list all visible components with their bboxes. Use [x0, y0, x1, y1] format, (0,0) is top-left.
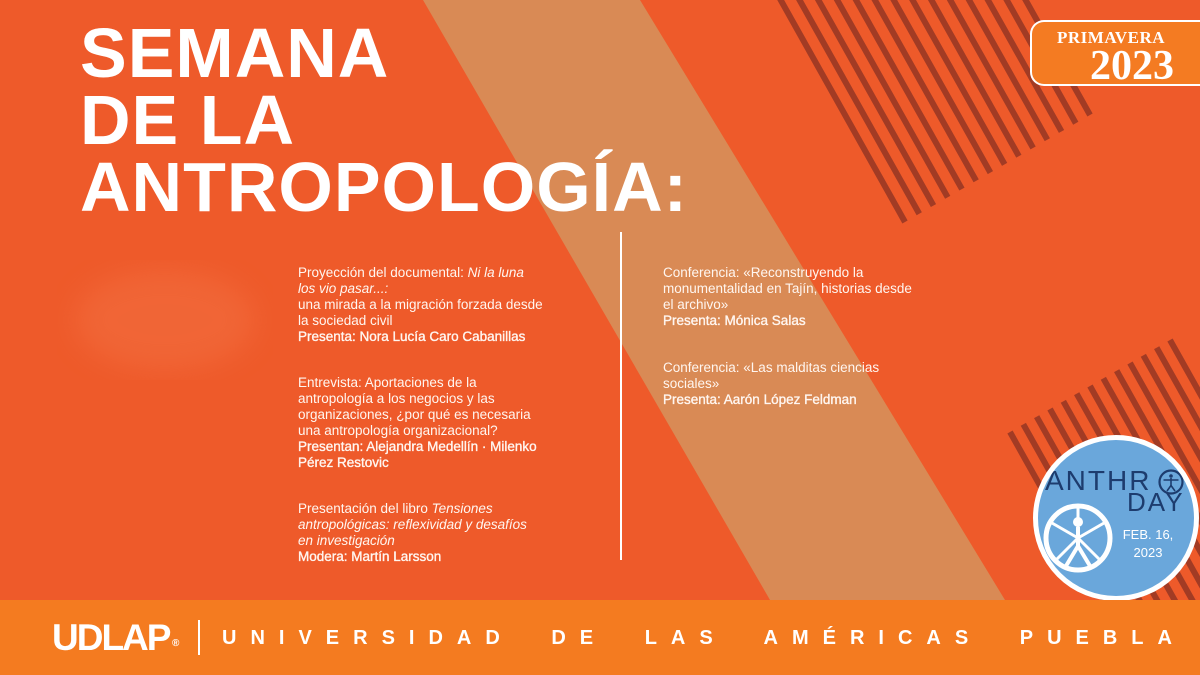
udlap-logo: UDLAP: [52, 617, 170, 658]
moderator-line: Modera: Martín Larsson: [298, 549, 442, 564]
program-line: monumentalidad en Tajín, historias desde: [663, 281, 912, 296]
vitruvian-wheel-icon: [1040, 500, 1116, 576]
anthro-day-badge: [1033, 435, 1199, 601]
program-item-interview: [298, 375, 537, 471]
program-line: organizaciones, ¿por qué es necesaria: [298, 407, 531, 422]
title-line: SEMANA: [80, 14, 390, 92]
program-line: Conferencia: «Las malditas ciencias: [663, 360, 880, 375]
program-line: antropología a los negocios y las: [298, 391, 495, 406]
program-item-conference-tajin: [663, 265, 912, 329]
faint-glow: [75, 270, 255, 370]
season-label: PRIMAVERA: [1057, 28, 1166, 47]
title-line: ANTROPOLOGÍA:: [80, 148, 688, 226]
program-item-documentary: [298, 265, 543, 345]
line-italic: Ni la luna: [467, 265, 524, 280]
program-line: [298, 265, 543, 281]
footer-divider: [198, 620, 200, 655]
registered-mark: ®: [172, 638, 180, 649]
program-line: [298, 281, 543, 297]
badge-date: FEB. 16,: [1122, 527, 1174, 542]
page-title: [80, 14, 688, 226]
line-italic: antropológicas: reflexividad y desafíos: [298, 517, 527, 532]
program-line: Entrevista: Aportaciones de la: [298, 375, 477, 390]
program-line: sociales»: [663, 376, 720, 391]
program-line: [298, 501, 527, 517]
program-line: [298, 517, 527, 533]
presenter-line: Presentan: Alejandra Medellín · Milenko: [298, 439, 537, 454]
presenter-line: Presenta: Nora Lucía Caro Cabanillas: [298, 329, 526, 344]
badge-word-anthro: ANTHR: [1045, 465, 1152, 496]
program-line: la sociedad civil: [298, 313, 393, 328]
program-line: Conferencia: «Reconstruyendo la: [663, 265, 864, 280]
presenter-line: Presenta: Aarón López Feldman: [663, 392, 857, 407]
badge-word-day: DAY: [1127, 487, 1185, 517]
university-name: UNIVERSIDAD DE LAS AMÉRICAS PUEBLA: [222, 627, 1186, 649]
program-line: una antropología organizacional?: [298, 423, 498, 438]
line-italic: los vio pasar...:: [298, 281, 389, 296]
footer-bar: [0, 600, 1200, 675]
line-text: Presentación del libro: [298, 501, 432, 516]
program-line: [298, 533, 527, 549]
stripe-line: [778, 0, 905, 222]
badge-year: 2023: [1133, 545, 1163, 560]
line-italic: Tensiones: [431, 501, 493, 516]
stripe-line: [929, 0, 1019, 156]
program-item-conference-ciencias: [663, 360, 879, 408]
presenter-line: Presenta: Mónica Salas: [663, 313, 806, 328]
season-year: 2023: [1090, 43, 1174, 89]
title-line: DE LA: [80, 81, 295, 159]
line-text: Proyección del documental:: [298, 265, 468, 280]
program-line: el archivo»: [663, 297, 729, 312]
program-line: una mirada a la migración forzada desde: [298, 297, 543, 312]
column-divider: [620, 232, 622, 560]
line-italic: en investigación: [298, 533, 395, 548]
program-item-book: [298, 501, 527, 565]
season-tab: [1030, 20, 1200, 89]
presenter-line: Pérez Restovic: [298, 455, 389, 470]
